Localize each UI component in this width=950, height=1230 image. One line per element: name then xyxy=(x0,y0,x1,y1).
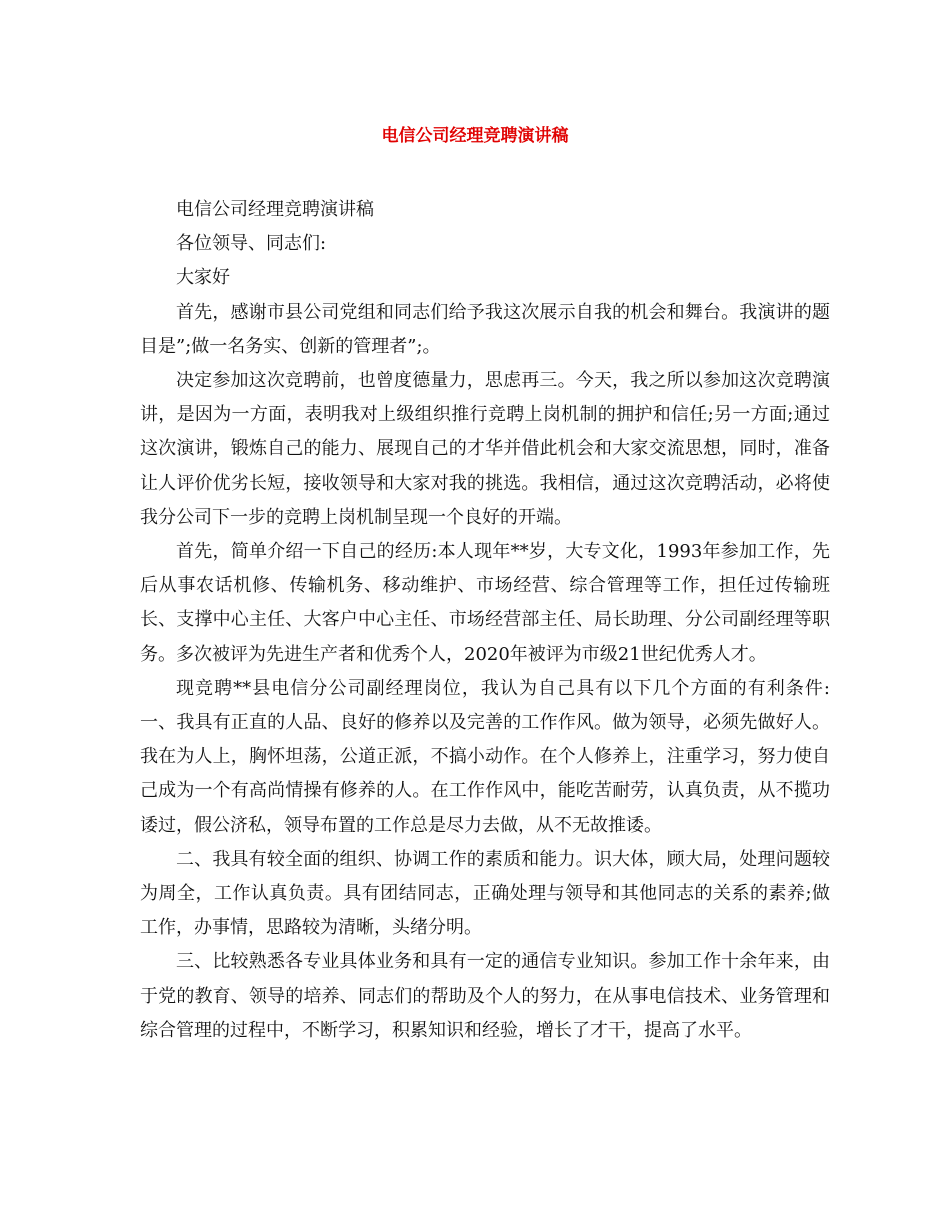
paragraph-qualification-2: 二、我具有较全面的组织、协调工作的素质和能力。识大体，顾大局，处理问题较为周全，工作认真负责。具有团结同志，正确处理与领导和其他同志的关系的素养;做工作，办事情，思路较为清晰，头绪分明。 xyxy=(140,848,830,939)
document-body xyxy=(140,193,830,1048)
paragraph-greeting: 大家好 xyxy=(176,267,230,289)
paragraph-salutation: 各位领导、同志们: xyxy=(176,233,327,255)
paragraph-intro: 首先，感谢市县公司党组和同志们给予我这次展示自我的机会和舞台。我演讲的题目是”;做一名务实、创新的管理者”;。 xyxy=(140,301,830,357)
paragraph-motivation: 决定参加这次竞聘前，也曾度德量力，思虑再三。今天，我之所以参加这次竞聘演讲，是因为一方面，表明我对上级组织推行竞聘上岗机制的拥护和信任;另一方面;通过这次演讲，锻炼自己的能力、展现自己的才华并借此机会和大家交流思想，同时，准备让人评价优劣长短，接收领导和大家对我的挑选。我相信，通过这次竞聘活动，必将使我分公司下一步的竞聘上岗机制呈现一个良好的开端。 xyxy=(140,370,830,528)
paragraph-qualification-1: 现竞聘**县电信分公司副经理岗位，我认为自己具有以下几个方面的有利条件:一、我具有正直的人品、良好的修养以及完善的工作作风。做为领导，必须先做好人。我在为人上，胸怀坦荡，公道正派，不搞小动作。在个人修养上，注重学习，努力使自己成为一个有高尚情操有修养的人。在工作作风中，能吃苦耐劳，认真负责，从不揽功诿过，假公济私，领导布置的工作总是尽力去做，从不无故推诿。 xyxy=(140,677,830,836)
paragraph-qualification-3: 三、比较熟悉各专业具体业务和具有一定的通信专业知识。参加工作十余年来，由于党的教育、领导的培养、同志们的帮助及个人的努力，在从事电信技术、业务管理和综合管理的过程中，不断学习，积累知识和经验，增长了才干，提高了水平。 xyxy=(140,951,830,1041)
paragraph-heading: 电信公司经理竞聘演讲稿 xyxy=(176,199,374,220)
paragraph-background: 首先，简单介绍一下自己的经历:本人现年**岁，大专文化，1993年参加工作，先后从事农话机修、传输机务、移动维护、市场经营、综合管理等工作，担任过传输班长、支撑中心主任、大客户中心主任、市场经营部主任、局长助理、分公司副经理等职务。多次被评为先进生产者和优秀个人，2020年被评为市级21世纪优秀人才。 xyxy=(140,541,830,665)
document-title: 电信公司经理竞聘演讲稿 xyxy=(381,126,569,146)
